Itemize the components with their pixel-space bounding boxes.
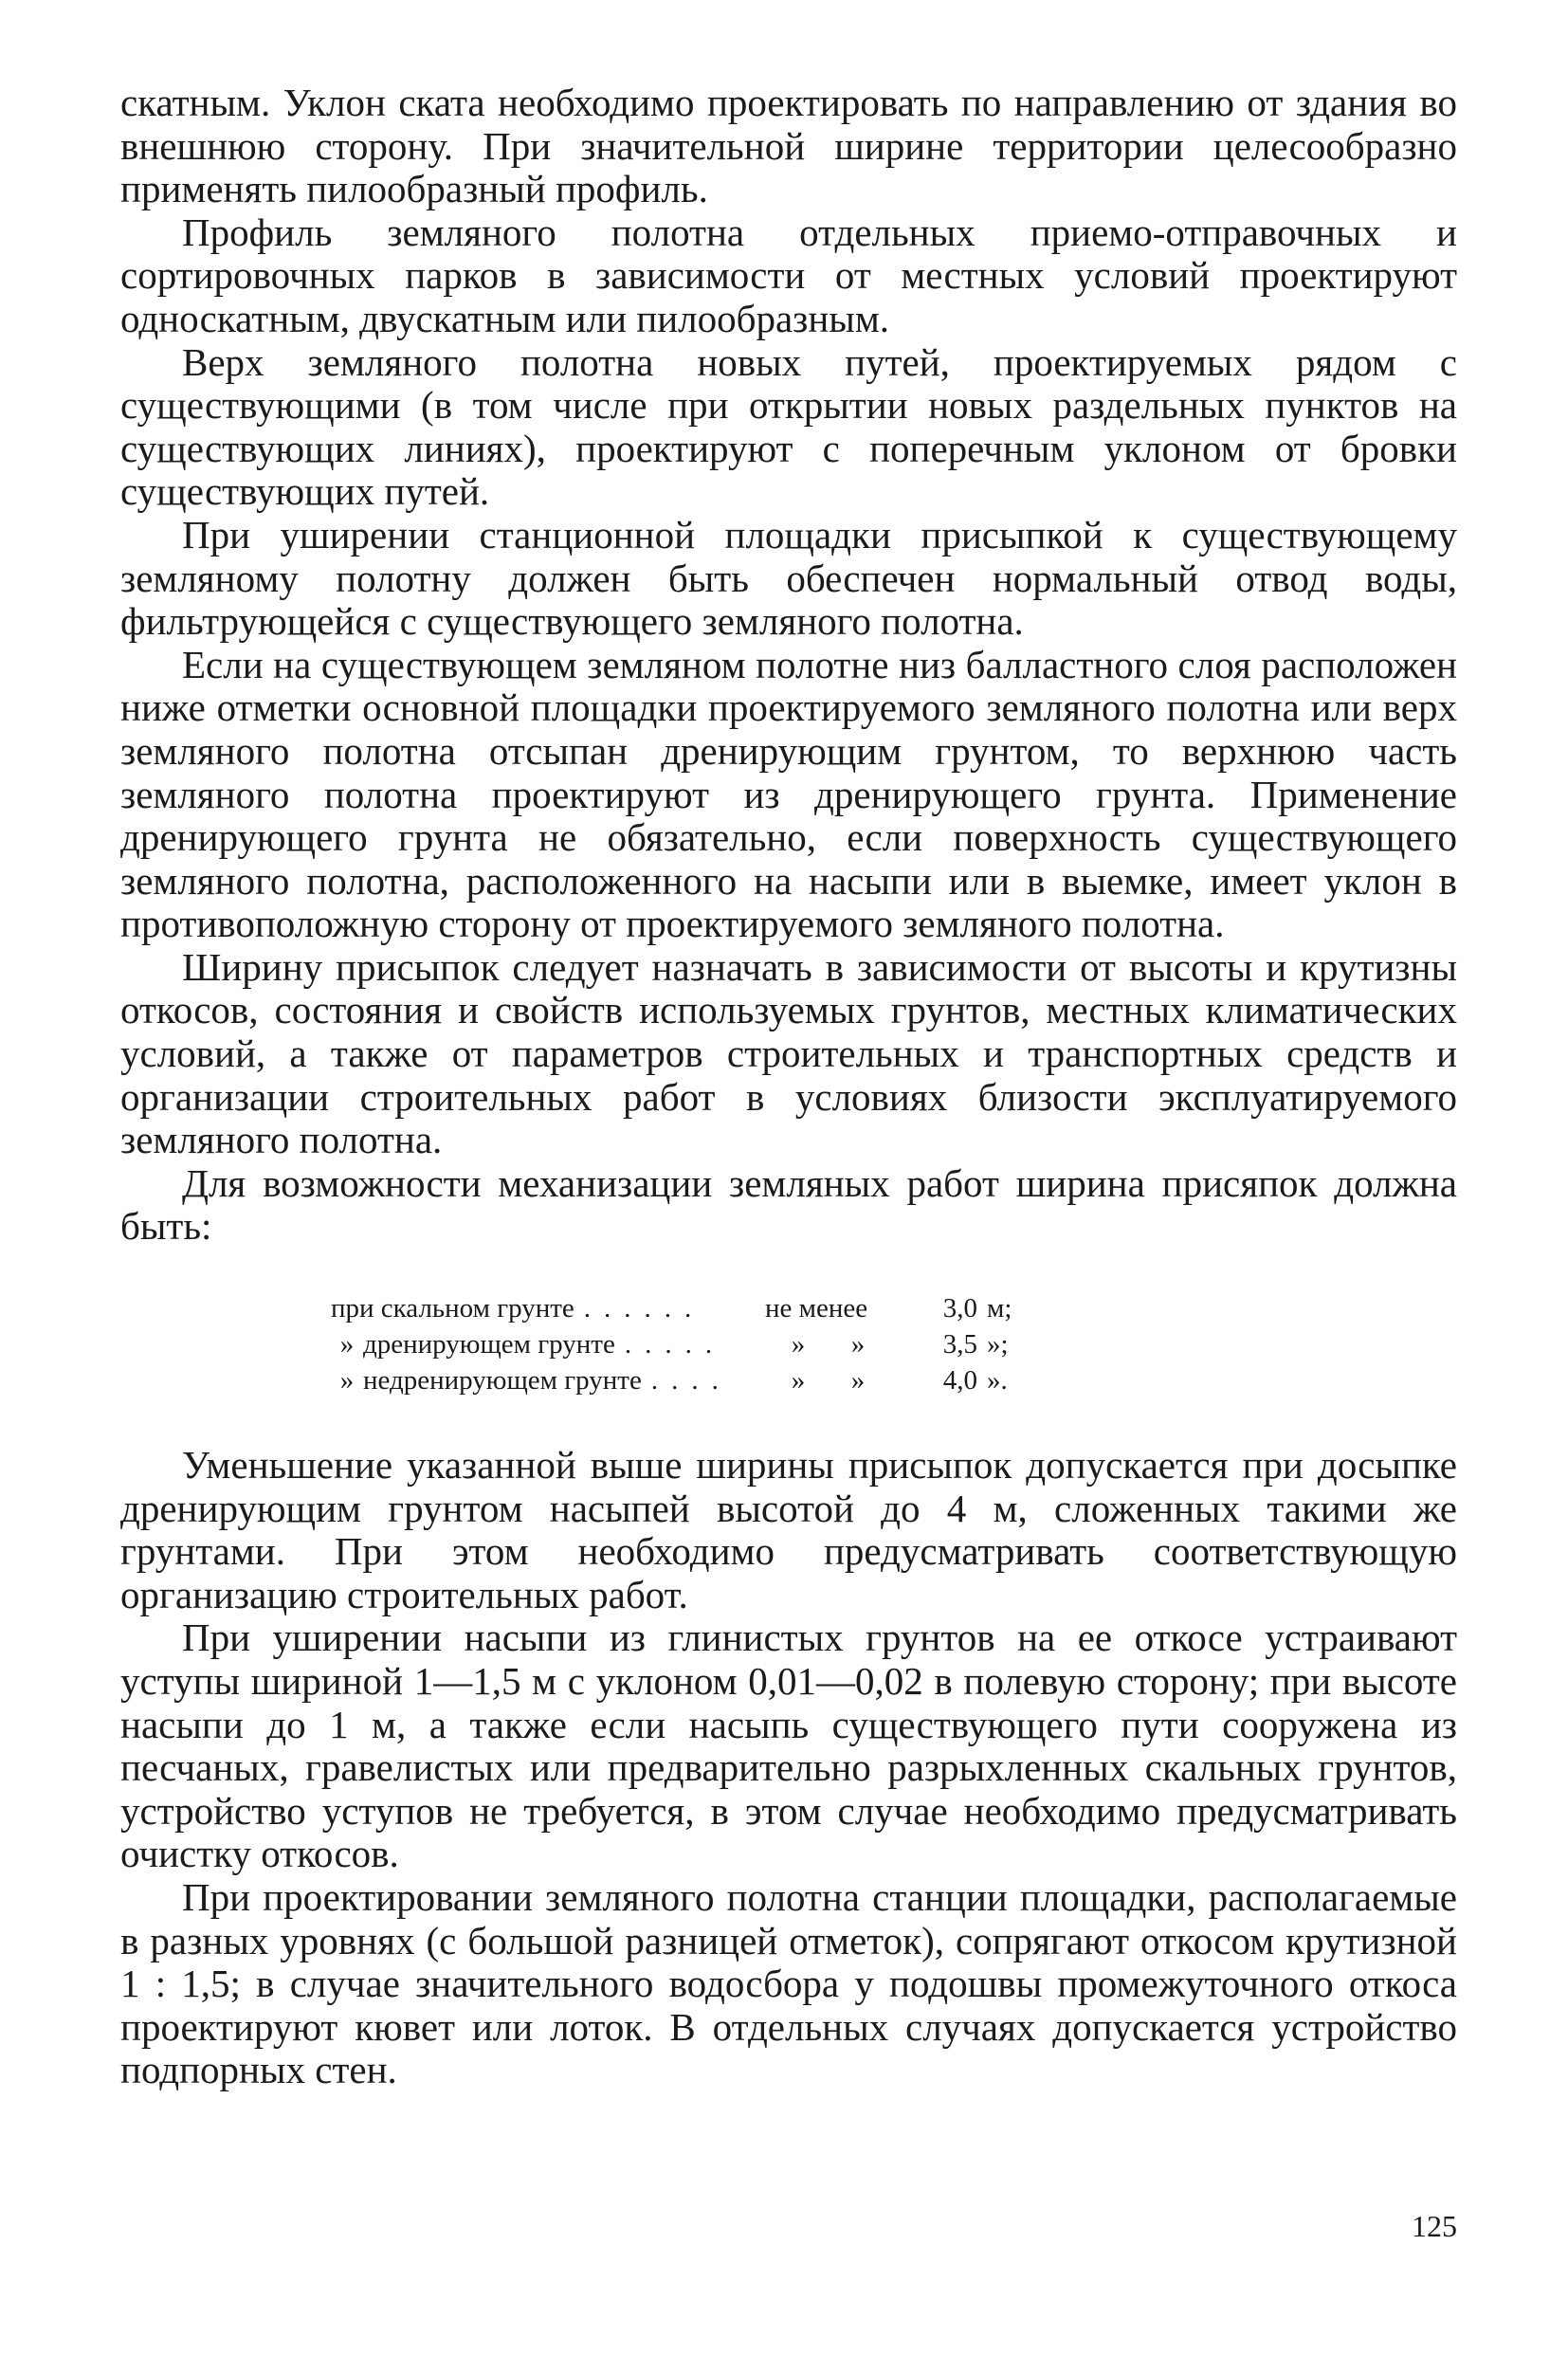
norm-unit: м; <box>987 1293 1012 1324</box>
width-norms-list <box>331 1290 1279 1398</box>
paragraph: Профиль земляного полотна отдельных приемо-отправочных и сортировочных парков в зависимости от местных условий проектируют односкатным, двускатным или пилообразным. <box>120 210 1457 340</box>
norm-condition: » <box>791 1329 806 1360</box>
page-number: 125 <box>1412 2209 1457 2243</box>
norm-leader-dots: ...... <box>583 1293 705 1324</box>
norm-condition: » <box>791 1365 806 1396</box>
norm-row-rock <box>331 1290 1279 1326</box>
paragraph-continuation: скатным. Уклон ската необходимо проектировать по направлению от здания во внешнюю сторону. При значительной ширине территории целесообразно применять пилообразный профиль. <box>120 81 1457 211</box>
norm-condition: » <box>850 1329 866 1360</box>
norm-ground: недренирующем грунте <box>363 1365 642 1396</box>
paragraph: Ширину присыпок следует назначать в зависимости от высоты и крутизны откосов, состояния и свойств используемых грунтов, местных климатических условий, а также от параметров строительных и транспортных средств и организации строительных работ в условиях близости эксплуатируемого земляного полотна. <box>120 944 1457 1162</box>
norm-value: 3,0 <box>942 1293 977 1324</box>
paragraph: Верх земляного полотна новых путей, проектируемых рядом с существующими (в том числе при открытии новых раздельных пунктов на существующих линиях), проектируют с поперечным уклоном от бровки существующих путей. <box>120 339 1457 514</box>
norm-leader-dots: ..... <box>624 1329 726 1360</box>
paragraph: Для возможности механизации земляных работ ширина присяпок должна быть: <box>120 1160 1457 1249</box>
norm-ditto-mark: » <box>339 1329 355 1360</box>
paragraph: При уширении насыпи из глинистых грунтов на ее откосе устраивают уступы шириной 1—1,5 м с уклоном 0,01—0,02 в полевую сторону; при высоте насыпи до 1 м, а также если насыпь существующего пути сооружена из песчаных, гравелистых или предварительно разрыхленных скальных грунтов, устройство уступов не требуется, в этом случае необходимо предусматривать очистку откосов. <box>120 1615 1457 1876</box>
norm-value: 3,5 <box>942 1329 977 1360</box>
norm-row-non-draining <box>331 1362 1279 1398</box>
norm-row-draining <box>331 1326 1279 1362</box>
norm-condition: » <box>850 1365 866 1396</box>
norm-unit: »; <box>987 1329 1009 1360</box>
norm-ground: дренирующем грунте <box>363 1329 615 1360</box>
norm-unit: ». <box>987 1365 1008 1396</box>
page-text <box>120 82 1457 2092</box>
paragraph: При проектировании земляного полотна станции площадки, располагаемые в разных уровнях (с большой разницей отметок), сопрягают откосом крутизной 1 : 1,5; в случае значительного водосбора у подошвы промежуточного откоса проектируют кювет или лоток. В отдельных случаях допускается устройство подпорных стен. <box>120 1874 1457 2092</box>
paragraph: При уширении станционной площадки присыпкой к существующему земляному полотну должен быть обеспечен нормальный отвод воды, фильтрующейся с существующего земляного полотна. <box>120 512 1457 644</box>
paragraph: Если на существующем земляном полотне низ балластного слоя расположен ниже отметки основной площадки проектируемого земляного полотна или верх земляного полотна отсыпан дренирующим грунтом, то верхнюю часть земляного полотна проектируют из дренирующего грунта. Применение дренирующего грунта не обязательно, если поверхность существующего земляного полотна, расположенного на насыпи или в выемке, имеет уклон в противоположную сторону от проектируемого земляного полотна. <box>120 642 1457 946</box>
norm-value: 4,0 <box>942 1365 977 1396</box>
norm-ground: при скальном грунте <box>331 1293 574 1324</box>
norm-ditto-mark: » <box>339 1365 355 1396</box>
paragraph: Уменьшение указанной выше ширины присыпок допускается при досыпке дренирующим грунтом насыпей высотой до 4 м, сложенных такими же грунтами. При этом необходимо предусматривать соответствующую организацию строительных работ. <box>120 1443 1457 1616</box>
norm-condition: не менее <box>765 1293 868 1324</box>
norm-leader-dots: .... <box>650 1365 732 1396</box>
